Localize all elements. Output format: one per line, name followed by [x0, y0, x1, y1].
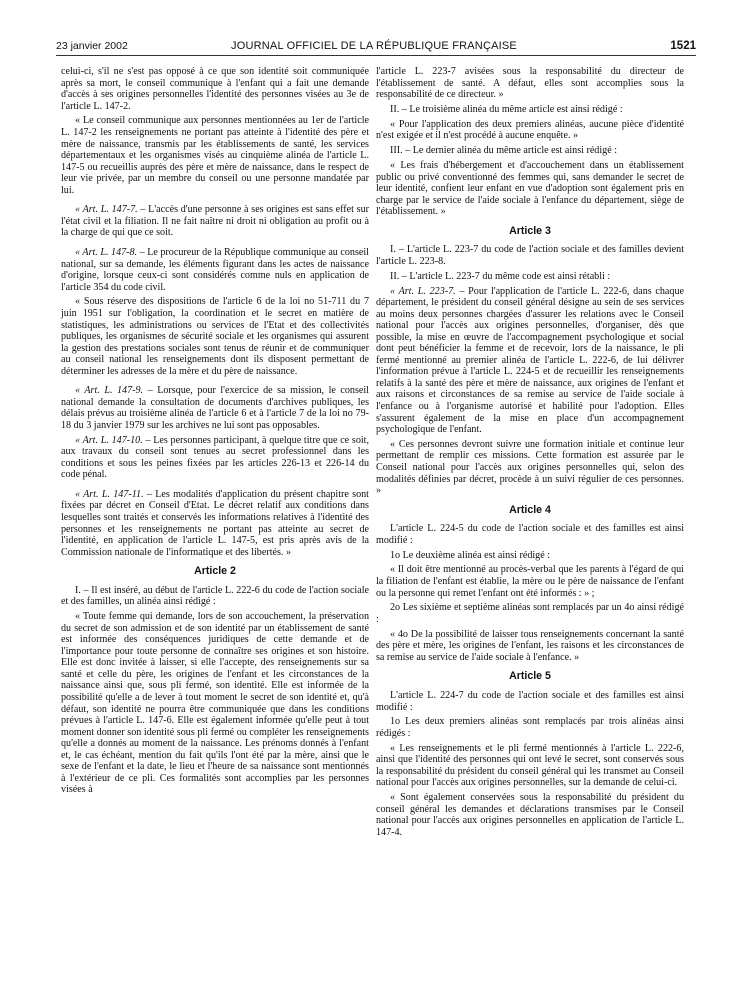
paragraph: L'article L. 224-5 du code de l'action sociale et des familles est ainsi modifié :: [376, 523, 684, 546]
paragraph: « Il doit être mentionné au procès-verbal que les parents à l'égard de qui la filiation de l'enfant est établie, la mère ou le père de naissance de l'enfant ou la personne qui remet l'enfant ont été informés : » ;: [376, 564, 684, 599]
paragraph-text: – Pour l'application de l'article L. 222-6, dans chaque département, le président du conseil général désigne au sein de ses services au moins deux personnes chargées d'assurer les relations avec le Conseil national pour l'accès aux origines personnelles, d'organiser, dès que possible, la mise en œuvre de l'accompagnement psychologique et social dont peut bénéficier la femme et de recevoir, lors de la naissance, le pli fermé mentionné au premier alinéa de l'article L. 222-6, de lui délivrer l'information prévue à l'article L. 224-5 et de recueillir les renseignements relatifs à la santé des père et mère de naissance, aux origines de l'enfant et aux raisons et circonstances de sa remise au service de l'aide sociale à l'enfance ou à l'organisme autorisé et habilité pour l'adoption. Elles s'assurent également de la mise en place d'un accompagnement psychologique de l'enfant.: [376, 285, 684, 436]
paragraph: 1o Les deux premiers alinéas sont remplacés par trois alinéas ainsi rédigés :: [376, 716, 684, 739]
header-rule: [56, 55, 696, 56]
paragraph: 2o Les sixième et septième alinéas sont remplacés par un 4o ainsi rédigé :: [376, 602, 684, 625]
paragraph: II. – Le troisième alinéa du même article est ainsi rédigé :: [390, 103, 623, 115]
paragraph: L'article L. 224-7 du code de l'action sociale et des familles est ainsi modifié :: [376, 689, 684, 713]
paragraph-text: – L'accès d'une personne à ses origines est sans effet sur l'état civil et la filiation. Il ne fait naître ni droit ni obligation au profit ou à la charge de qui que ce soit.: [61, 204, 369, 239]
paragraph: III. – Le dernier alinéa du même article est ainsi rédigé :: [390, 145, 618, 157]
article-reference: « Art. L. 147-8.: [75, 246, 138, 258]
page-number: 1521: [670, 40, 696, 52]
article-reference: « Art. L. 147-9.: [75, 385, 144, 397]
article-reference: « Art. L. 147-7.: [75, 204, 138, 216]
paragraph: « Ces personnes devront suivre une formation initiale et continue leur permettant de remplir ces missions. Cette formation est assurée par le Conseil national pour l'accès aux origines personnelles qui, selon des modalités définies par décret, procède à un suivi régulier de ces personnes. »: [376, 438, 684, 497]
paragraph: celui-ci, s'il ne s'est pas opposé à ce que son identité soit communiquée après sa mort, le conseil communique à l'enfant qui a fait une demande d'accès à ses origines personnelles l'identité des personnes visées au 3e de l'article L. 147-2.: [61, 66, 369, 112]
article-reference: « Art. L. 223-7.: [390, 285, 456, 297]
paragraph: « Toute femme qui demande, lors de son accouchement, la préservation du secret de son admission et de son identité par un établissement de santé est informée des conséquences juridiques de cette demande et de l'importance pour toute personne de connaître ses origines et son histoire. Elle est donc invitée à laisser, si elle l'accepte, des renseignements sur sa santé et celle du père, les origines de l'enfant et les circonstances de la naissance ainsi que, sous pli fermé, son identité. Elle est informée de la possibilité qu'elle a de lever à tout moment le secret de son identité et, qu'à défaut, son identité ne pourra être communiquée que dans les conditions prévues à l'article L. 147-6. Elle est également informée qu'elle peut à tout moment donner son identité sous pli fermé ou compléter les renseignements qu'elle a donnés au moment de la naissance. Les prénoms donnés à l'enfant et, le cas échéant, mention du fait qu'ils l'ont été par la mère, ainsi que le sexe de l'enfant et la date, le lieu et l'heure de sa naissance sont mentionnés à l'extérieur de ce pli. Ces formalités sont accomplies par les personnes visées à: [61, 611, 369, 796]
journal-title: JOURNAL OFFICIEL DE LA RÉPUBLIQUE FRANÇAISE: [231, 40, 517, 52]
paragraph: « 4o De la possibilité de laisser tous renseignements concernant la santé des père et mère, les origines de l'enfant, les raisons et les circonstances de sa remise au service de l'aide sociale à l'enfance. »: [376, 628, 684, 663]
paragraph: « Les frais d'hébergement et d'accouchement dans un établissement public ou privé conventionné des femmes qui, sans demander le secret de leur identité, confient leur enfant en vue d'adoption sont également pris en charge par le service de l'aide sociale à l'enfance du département, siège de l'établissement. »: [376, 160, 684, 218]
header-date: 23 janvier 2002: [56, 40, 128, 52]
paragraph: « Sont également conservées sous la responsabilité du président du conseil général les demandes et déclarations transmises par le Conseil national pour l'accès aux origines personnelles en application de l'article L. 147-4.: [376, 792, 684, 838]
paragraph: [61, 435, 369, 481]
paragraph: [61, 385, 369, 431]
paragraph-text: – Le procureur de la République communique au conseil national, sur sa demande, les éléments figurant dans les actes de naissance d'origine, lorsque ceux-ci sont considérés comme nuls en application de l'article 354 du code civil.: [61, 246, 369, 293]
article-heading: Article 2: [194, 565, 236, 578]
left-column: [61, 66, 369, 799]
paragraph: « Sous réserve des dispositions de l'article 6 de la loi no 51-711 du 7 juin 1951 sur l'obligation, la coordination et le secret en matière de statistiques, les administrations ou services de l'Etat et des collectivités publiques, les organismes de sécurité sociale et les organismes qui assurent la gestion des prestations sociales sont tenus de réunir et de communiquer au conseil national les renseignements dont ils disposent permettant de déterminer les adresses de la mère et du père de naissance.: [61, 296, 369, 377]
paragraph: [61, 247, 369, 293]
article-reference: « Art. L. 147-11.: [75, 488, 144, 500]
article-reference: « Art. L. 147-10.: [75, 434, 143, 446]
paragraph: l'article L. 223-7 avisées sous la responsabilité du directeur de l'établissement de santé. A défaut, elles sont accomplies sous la responsabilité de ce directeur. »: [376, 66, 684, 101]
article-heading: Article 5: [509, 670, 551, 683]
paragraph: [61, 204, 369, 239]
paragraph: 1o Le deuxième alinéa est ainsi rédigé :: [390, 549, 551, 561]
paragraph: I. – Il est inséré, au début de l'article L. 222-6 du code de l'action sociale et des familles, un alinéa ainsi rédigé :: [61, 584, 369, 608]
paragraph: II. – L'article L. 223-7 du même code est ainsi rétabli :: [390, 270, 611, 282]
paragraph: « Pour l'application des deux premiers alinéas, aucune pièce d'identité n'est exigée et il n'est procédé à aucune enquête. »: [376, 118, 684, 142]
article-heading: Article 3: [509, 224, 551, 237]
page-header: [0, 0, 748, 58]
paragraph: [61, 489, 369, 558]
paragraph: I. – L'article L. 223-7 du code de l'action sociale et des familles devient l'article L. 223-8.: [376, 244, 684, 267]
paragraph-text: – Les personnes participant, à quelque titre que ce soit, aux travaux du conseil sont tenues au secret professionnel dans les conditions et sous les peines fixées par les articles 226-13 et 226-14 du code pénal.: [61, 434, 369, 481]
paragraph: « Le conseil communique aux personnes mentionnées au 1er de l'article L. 147-2 les renseignements ne portant pas atteinte à l'identité des père et mère de naissance, transmis par les établissements de santé, les services départementaux et les organismes visés au cinquième alinéa de l'article L. 147-5 ou recueillis auprès des père et mère de naissance, dans le respect de leur vie privée, par un membre du conseil ou une personne mandatée par lui.: [61, 115, 369, 196]
paragraph: « Les renseignements et le pli fermé mentionnés à l'article L. 222-6, ainsi que l'identité des personnes qui ont levé le secret, sont conservés sous la responsabilité du président du conseil général qui les transmet au Conseil national pour l'accès aux origines personnelles, sur la demande de celui-ci.: [376, 742, 684, 789]
article-heading: Article 4: [509, 503, 551, 516]
paragraph: [376, 286, 684, 436]
right-column: [376, 66, 684, 842]
paragraph-text: – Les modalités d'application du présent chapitre sont fixées par décret en Conseil d'Etat. Le décret relatif aux conditions dans lesquelles sont traités et conservés les informations relatives à l'identité des personnes et les renseignements ne portant pas atteinte au secret de l'identité, en application de l'article L. 147-5, est pris après avis de la Commission nationale de l'informatique et des libertés. »: [61, 488, 369, 558]
paragraph-text: – Lorsque, pour l'exercice de sa mission, le conseil national demande la consultation de documents d'archives publiques, les délais prévus au troisième alinéa de l'article 6 et à l'article 7 de la loi no 79-18 du 3 janvier 1979 sur les archives ne lui sont pas opposables.: [61, 385, 369, 431]
